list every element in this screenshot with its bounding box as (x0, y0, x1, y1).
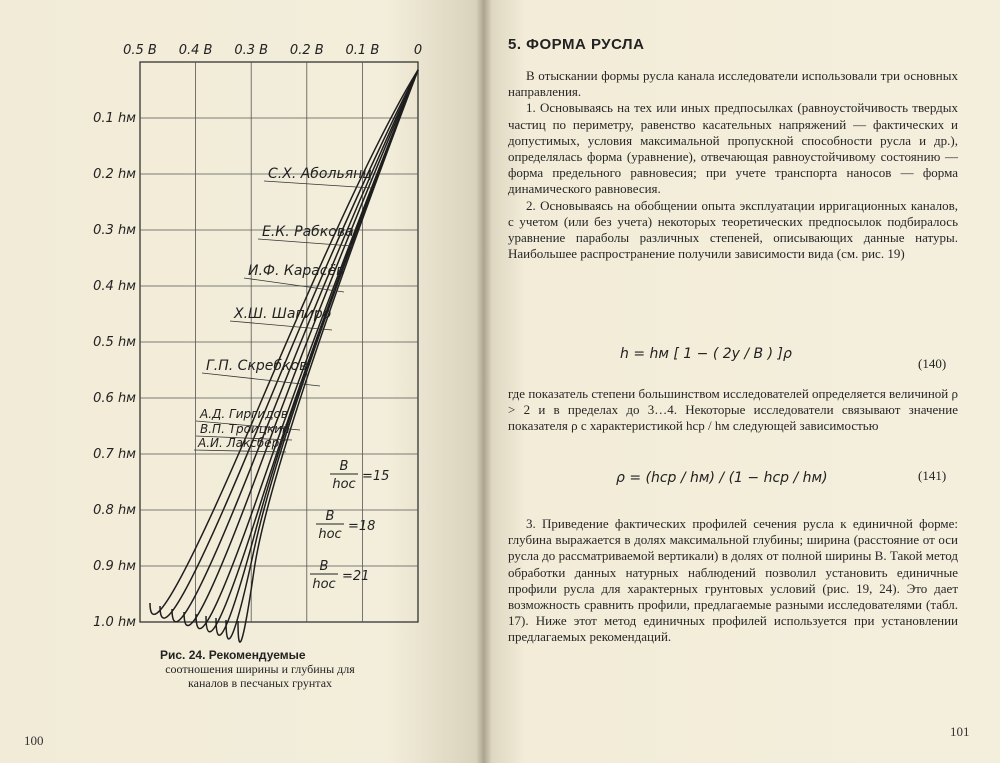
ratio-numerator: B (319, 559, 329, 574)
profile-curve (172, 70, 418, 622)
formula-141: ρ = (hср / hм) / (1 − hср / hм) (616, 470, 828, 486)
y-tick-label: 0.7 hм (93, 447, 136, 462)
equation-number-140: (140) (918, 356, 947, 371)
curve-label: Е.К. Рабкова (262, 224, 354, 240)
curve-label: В.П. Троицкий (200, 422, 290, 436)
x-tick-label: 0 (413, 43, 423, 58)
profile-curve (216, 70, 418, 635)
section-title: 5. ФОРМА РУСЛА (508, 36, 645, 53)
y-tick-label: 0.9 hм (93, 559, 136, 574)
y-tick-labels (93, 111, 136, 630)
ratio-label (310, 559, 369, 592)
x-tick-label: 0.2 B (289, 43, 324, 58)
profile-chart (0, 0, 484, 700)
text-after-formula (508, 516, 958, 646)
ratio-denominator: hос (312, 577, 336, 592)
equation-number-141: (141) (918, 468, 947, 483)
profile-curve (160, 70, 418, 618)
book-gutter (476, 0, 492, 763)
y-tick-label: 0.4 hм (93, 279, 136, 294)
curve-label: С.Х. Абольянц (268, 166, 372, 182)
curve-label: И.Ф. Карасёв (248, 263, 345, 279)
y-tick-label: 0.6 hм (93, 391, 136, 406)
chart-curves (150, 70, 418, 642)
page-number-left: 100 (24, 733, 44, 748)
left-page (0, 0, 484, 763)
ratio-numerator: B (325, 509, 335, 524)
ratio-labels (310, 459, 389, 592)
x-tick-label: 0.1 B (345, 43, 380, 58)
text-between-formulas (508, 386, 958, 435)
y-tick-label: 0.1 hм (93, 111, 136, 126)
formula-140: h = hм [ 1 − ( 2y / B ) ]ρ (620, 346, 792, 362)
ratio-value: =18 (348, 519, 376, 534)
ratio-value: =21 (342, 569, 370, 584)
ratio-value: =15 (362, 469, 390, 484)
x-tick-label: 0.4 B (178, 43, 213, 58)
x-tick-label: 0.3 B (234, 43, 269, 58)
y-tick-label: 0.3 hм (93, 223, 136, 238)
paragraph: 1. Основываясь на тех или иных предпосылках (равноустойчивость твердых частиц по периметру, равенство касательных напряжений — фактических и допустимых, условия максимальной пропускной способности русла и др.), определялась форма (уравнение), отвечающая равноустойчивому состоянию — форма предельного равновесия; при учете транспорта наносов — форма динамического равновесия. (508, 100, 958, 197)
y-tick-label: 1.0 hм (93, 615, 136, 630)
ratio-label (330, 459, 389, 492)
page-number-right: 101 (950, 724, 970, 739)
profile-curve (238, 70, 418, 642)
label-leader (264, 181, 372, 188)
ratio-numerator: B (339, 459, 349, 474)
x-tick-labels (123, 43, 422, 58)
figure-caption (160, 648, 360, 690)
curve-label: Х.Ш. Шапиро (234, 306, 332, 322)
ratio-denominator: hос (318, 527, 342, 542)
profile-curve (184, 70, 418, 626)
curve-label: Г.П. Скребков (206, 358, 308, 374)
ratio-label (316, 509, 375, 542)
y-tick-label: 0.5 hм (93, 335, 136, 350)
paragraph: В отыскании формы русла канала исследователи использовали три основных направления. (508, 68, 958, 100)
y-tick-label: 0.2 hм (93, 167, 136, 182)
curve-labels (194, 166, 372, 452)
ratio-denominator: hос (332, 477, 356, 492)
text-before-formula (508, 68, 958, 262)
curve-label: А.Д. Гиргидов (200, 407, 288, 421)
paragraph: 2. Основываясь на обобщении опыта эксплуатации ирригационных каналов, с учетом (или без учета) некоторых теоретических предпосылок подбиралось уравнение параболы различных степеней, описывающих данные натуры. Наибольшее распространение получили зависимости вида (см. рис. 19) (508, 197, 958, 262)
label-leader (230, 321, 332, 330)
paragraph: где показатель степени большинством исследователей определяется величиной ρ > 2 и в пределах до 3…4. Некоторые исследователи связывают значение показателя ρ с характеристикой hср / hм следующей зависимостью (508, 386, 958, 434)
profile-curve (226, 70, 418, 639)
curve-label: А.И. Лаксберг (198, 436, 286, 450)
caption-lead: Рис. 24. Рекомендуемые (160, 648, 306, 662)
x-tick-label: 0.5 B (123, 43, 157, 58)
caption-rest: соотношения ширины и глубины для каналов в песчаных грунтах (165, 662, 355, 690)
paragraph: 3. Приведение фактических профилей сечения русла к единичной форме: глубина выражается в долях максимальной глубины; ширина (расстояние от оси русла до рассматриваемой вертикали) в долях от полной ширины B. Такой метод обработки данных натурных наблюдений позволил установить единичные профили русла для характерных грунтовых условий (рис. 19, 24). Это дает возможность сравнить профили, предлагаемые разными исследователями (табл. 17). Ниже этот метод единичных профилей используется при установлении предлагаемых рекомендаций. (508, 516, 958, 645)
y-tick-label: 0.8 hм (93, 503, 136, 518)
